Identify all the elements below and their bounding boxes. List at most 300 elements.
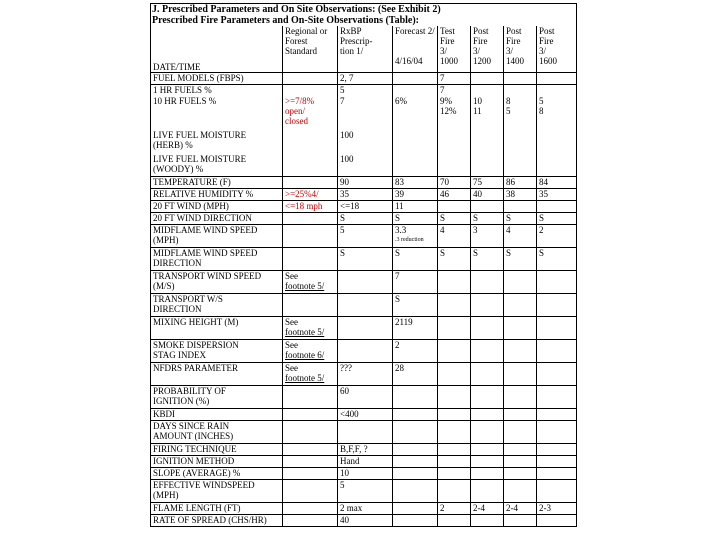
forecast-value bbox=[393, 154, 438, 177]
post-fire-1200-value bbox=[471, 271, 504, 294]
cell-line: ??? bbox=[340, 363, 352, 373]
test-fire-value bbox=[438, 248, 471, 271]
parameter-name bbox=[151, 225, 283, 248]
cell-line: 12% bbox=[440, 106, 457, 116]
table-row bbox=[151, 73, 577, 85]
prescription-value bbox=[338, 363, 393, 386]
cell-line: 3.3 bbox=[395, 225, 407, 235]
post-fire-1400-value bbox=[504, 363, 537, 386]
cell-line: 7 bbox=[340, 96, 345, 106]
regional-standard-value bbox=[283, 409, 338, 421]
prescription-value bbox=[338, 130, 393, 154]
cell-line: MIDFLAME WIND SPEED bbox=[153, 248, 258, 258]
table-row bbox=[151, 130, 577, 154]
post-fire-1200-value bbox=[471, 189, 504, 201]
prescription-value bbox=[338, 456, 393, 468]
parameter-name bbox=[151, 73, 283, 85]
regional-standard-value bbox=[283, 96, 338, 130]
regional-standard-value bbox=[283, 225, 338, 248]
cell-line: >=25%4/ bbox=[285, 189, 319, 199]
parameter-name bbox=[151, 456, 283, 468]
cell-line: 35 bbox=[539, 189, 548, 199]
cell-line: <=18 mph bbox=[285, 201, 323, 211]
post-fire-1400-value bbox=[504, 421, 537, 444]
cell-line: Hand bbox=[340, 456, 360, 466]
cell-line: footnote 5/ bbox=[285, 373, 325, 383]
table-row bbox=[151, 340, 577, 363]
post-fire-1200-value bbox=[471, 96, 504, 130]
post-fire-1200-value bbox=[471, 73, 504, 85]
cell-line: 2 bbox=[440, 503, 445, 513]
test-fire-value bbox=[438, 444, 471, 456]
parameter-name bbox=[151, 85, 283, 97]
cell-line: 10 bbox=[473, 96, 482, 106]
prescription-value bbox=[338, 515, 393, 527]
cell-line: 20 FT WIND DIRECTION bbox=[153, 213, 252, 223]
test-fire-value bbox=[438, 317, 471, 340]
regional-standard-value bbox=[283, 213, 338, 225]
parameter-name bbox=[151, 248, 283, 271]
test-fire-value bbox=[438, 503, 471, 515]
prescription-value bbox=[338, 468, 393, 480]
cell-line: See bbox=[285, 363, 298, 373]
cell-line: EFFECTIVE WINDSPEED bbox=[153, 480, 255, 490]
test-fire-value bbox=[438, 154, 471, 177]
cell-line: FUEL MODELS (FBPS) bbox=[153, 73, 244, 83]
cell-line: TRANSPORT WIND SPEED bbox=[153, 271, 262, 281]
forecast-value bbox=[393, 271, 438, 294]
prescription-value bbox=[338, 154, 393, 177]
post-fire-1400-value bbox=[504, 317, 537, 340]
regional-standard-value bbox=[283, 444, 338, 456]
cell-line: S bbox=[506, 213, 512, 223]
header-rxbp-prescription: RxBP Prescrip- tion 1/ bbox=[338, 26, 393, 73]
regional-standard-value bbox=[283, 363, 338, 386]
cell-line: SMOKE DISPERSION bbox=[153, 340, 239, 350]
table-header-row bbox=[151, 26, 577, 73]
cell-line: 9% bbox=[440, 96, 452, 106]
parameter-name bbox=[151, 444, 283, 456]
section-title: J. Prescribed Parameters and On Site Observations: (See Exhibit 2) bbox=[152, 4, 441, 15]
table-row bbox=[151, 85, 577, 97]
post-fire-1400-value bbox=[504, 480, 537, 503]
post-fire-1600-value bbox=[537, 96, 577, 130]
table-row bbox=[151, 213, 577, 225]
post-fire-1400-value bbox=[504, 85, 537, 97]
forecast-value bbox=[393, 201, 438, 213]
table-row bbox=[151, 456, 577, 468]
cell-line: (M/S) bbox=[153, 281, 175, 291]
parameter-name bbox=[151, 421, 283, 444]
cell-line: >=7/8% bbox=[285, 96, 315, 106]
test-fire-value bbox=[438, 480, 471, 503]
cell-line: 28 bbox=[395, 363, 404, 373]
cell-line: 8 bbox=[506, 96, 511, 106]
header-datetime: DATE/TIME bbox=[151, 26, 283, 73]
post-fire-1200-value bbox=[471, 503, 504, 515]
post-fire-1400-value bbox=[504, 409, 537, 421]
cell-line: AMOUNT (INCHES) bbox=[153, 431, 234, 441]
table-row bbox=[151, 317, 577, 340]
post-fire-1600-value bbox=[537, 409, 577, 421]
prescription-value bbox=[338, 444, 393, 456]
cell-line: 20 FT WIND (MPH) bbox=[153, 201, 229, 211]
regional-standard-value bbox=[283, 130, 338, 154]
cell-line: footnote 6/ bbox=[285, 350, 325, 360]
cell-line: 5 bbox=[340, 225, 345, 235]
post-fire-1400-value bbox=[504, 213, 537, 225]
post-fire-1200-value bbox=[471, 340, 504, 363]
parameter-name bbox=[151, 271, 283, 294]
parameter-name bbox=[151, 294, 283, 317]
parameter-name bbox=[151, 317, 283, 340]
post-fire-1400-value bbox=[504, 515, 537, 527]
post-fire-1200-value bbox=[471, 85, 504, 97]
cell-line: 2 max bbox=[340, 503, 363, 513]
cell-line: <=18 bbox=[340, 201, 360, 211]
cell-line: 90 bbox=[340, 177, 349, 187]
regional-standard-value bbox=[283, 340, 338, 363]
table-row bbox=[151, 386, 577, 409]
forecast-value bbox=[393, 515, 438, 527]
cell-line: 40 bbox=[473, 189, 482, 199]
cell-line: NFDRS PARAMETER bbox=[153, 363, 238, 373]
post-fire-1600-value bbox=[537, 177, 577, 189]
cell-line: 5 bbox=[340, 480, 345, 490]
prescription-value bbox=[338, 201, 393, 213]
cell-line: footnote 5/ bbox=[285, 327, 325, 337]
post-fire-1200-value bbox=[471, 213, 504, 225]
post-fire-1200-value bbox=[471, 480, 504, 503]
parameter-name bbox=[151, 213, 283, 225]
cell-line: MIDFLAME WIND SPEED bbox=[153, 225, 258, 235]
parameter-name bbox=[151, 386, 283, 409]
test-fire-value bbox=[438, 421, 471, 444]
parameter-name bbox=[151, 130, 283, 154]
cell-line: S bbox=[440, 248, 446, 258]
cell-line: 7 bbox=[440, 85, 445, 95]
parameter-name bbox=[151, 503, 283, 515]
prescription-value bbox=[338, 73, 393, 85]
cell-line: S bbox=[440, 213, 446, 223]
forecast-note: .3 reduction bbox=[395, 237, 424, 243]
cell-line: 60 bbox=[340, 386, 349, 396]
cell-line: S bbox=[473, 213, 479, 223]
parameter-name bbox=[151, 177, 283, 189]
test-fire-value bbox=[438, 201, 471, 213]
cell-line: SLOPE (AVERAGE) % bbox=[153, 468, 241, 478]
post-fire-1600-value bbox=[537, 154, 577, 177]
left-rule bbox=[150, 3, 151, 26]
cell-line: IGNITION METHOD bbox=[153, 456, 235, 466]
post-fire-1200-value bbox=[471, 154, 504, 177]
parameter-name bbox=[151, 480, 283, 503]
regional-standard-value bbox=[283, 386, 338, 409]
table-row bbox=[151, 480, 577, 503]
forecast-value bbox=[393, 96, 438, 130]
forecast-value bbox=[393, 294, 438, 317]
cell-line: 46 bbox=[440, 189, 449, 199]
cell-line: (MPH) bbox=[153, 490, 179, 500]
post-fire-1200-value bbox=[471, 421, 504, 444]
forecast-value bbox=[393, 503, 438, 515]
forecast-value bbox=[393, 340, 438, 363]
post-fire-1600-value bbox=[537, 130, 577, 154]
regional-standard-value bbox=[283, 154, 338, 177]
cell-line: 86 bbox=[506, 177, 515, 187]
cell-line: 2-4 bbox=[473, 503, 485, 513]
post-fire-1600-value bbox=[537, 294, 577, 317]
forecast-value bbox=[393, 480, 438, 503]
cell-line: 10 bbox=[340, 468, 349, 478]
parameter-name bbox=[151, 363, 283, 386]
post-fire-1600-value bbox=[537, 503, 577, 515]
cell-line: STAG INDEX bbox=[153, 350, 207, 360]
post-fire-1400-value bbox=[504, 294, 537, 317]
cell-line: S bbox=[506, 248, 512, 258]
cell-line: FLAME LENGTH (FT) bbox=[153, 503, 241, 513]
post-fire-1200-value bbox=[471, 225, 504, 248]
parameter-name bbox=[151, 515, 283, 527]
header-forecast: Forecast 2/ 4/16/04 bbox=[393, 26, 438, 73]
cell-line: 38 bbox=[506, 189, 515, 199]
test-fire-value bbox=[438, 456, 471, 468]
regional-standard-value bbox=[283, 271, 338, 294]
cell-line: S bbox=[539, 248, 545, 258]
table-row bbox=[151, 271, 577, 294]
cell-line: S bbox=[395, 213, 401, 223]
post-fire-1200-value bbox=[471, 201, 504, 213]
cell-line: closed bbox=[285, 116, 308, 126]
post-fire-1200-value bbox=[471, 386, 504, 409]
post-fire-1400-value bbox=[504, 248, 537, 271]
regional-standard-value bbox=[283, 503, 338, 515]
forecast-value bbox=[393, 409, 438, 421]
post-fire-1200-value bbox=[471, 468, 504, 480]
cell-line: KBDI bbox=[153, 409, 175, 419]
forecast-value bbox=[393, 456, 438, 468]
cell-line: IGNITION (%) bbox=[153, 396, 210, 406]
regional-standard-value bbox=[283, 189, 338, 201]
table-row bbox=[151, 409, 577, 421]
cell-line: S bbox=[395, 294, 401, 304]
table-row bbox=[151, 96, 577, 130]
cell-line: DIRECTION bbox=[153, 304, 202, 314]
cell-line: 6% bbox=[395, 96, 407, 106]
post-fire-1400-value bbox=[504, 340, 537, 363]
cell-line: See bbox=[285, 317, 298, 327]
forecast-value bbox=[393, 73, 438, 85]
table-row bbox=[151, 225, 577, 248]
forecast-value bbox=[393, 317, 438, 340]
regional-standard-value bbox=[283, 201, 338, 213]
post-fire-1200-value bbox=[471, 456, 504, 468]
test-fire-value bbox=[438, 271, 471, 294]
table-row bbox=[151, 468, 577, 480]
cell-line: S bbox=[539, 213, 545, 223]
cell-line: 2-3 bbox=[539, 503, 551, 513]
test-fire-value bbox=[438, 189, 471, 201]
post-fire-1600-value bbox=[537, 213, 577, 225]
cell-line: 2 bbox=[395, 340, 400, 350]
forecast-value bbox=[393, 177, 438, 189]
cell-line: 3 bbox=[473, 225, 478, 235]
cell-line: TEMPERATURE (F) bbox=[153, 177, 231, 187]
cell-line: 11 bbox=[473, 106, 482, 116]
cell-line: FIRING TECHNIQUE bbox=[153, 444, 237, 454]
prescription-value bbox=[338, 503, 393, 515]
regional-standard-value bbox=[283, 73, 338, 85]
parameter-name bbox=[151, 468, 283, 480]
cell-line: (MPH) bbox=[153, 235, 179, 245]
forecast-value bbox=[393, 386, 438, 409]
cell-line: B,F,F, ? bbox=[340, 444, 368, 454]
post-fire-1600-value bbox=[537, 271, 577, 294]
post-fire-1200-value bbox=[471, 317, 504, 340]
cell-line: 100 bbox=[340, 130, 354, 140]
post-fire-1400-value bbox=[504, 503, 537, 515]
post-fire-1600-value bbox=[537, 363, 577, 386]
cell-line: (WOODY) % bbox=[153, 164, 204, 174]
cell-line: 84 bbox=[539, 177, 548, 187]
forecast-value bbox=[393, 248, 438, 271]
cell-line: 7 bbox=[395, 271, 400, 281]
cell-line: 5 bbox=[506, 106, 511, 116]
post-fire-1600-value bbox=[537, 73, 577, 85]
parameter-name bbox=[151, 409, 283, 421]
table-row bbox=[151, 154, 577, 177]
prescription-value bbox=[338, 340, 393, 363]
regional-standard-value bbox=[283, 456, 338, 468]
header-regional-standard: Regional or Forest Standard bbox=[283, 26, 338, 73]
table-row bbox=[151, 503, 577, 515]
table-row bbox=[151, 248, 577, 271]
prescription-value bbox=[338, 317, 393, 340]
post-fire-1400-value bbox=[504, 271, 537, 294]
regional-standard-value bbox=[283, 421, 338, 444]
post-fire-1600-value bbox=[537, 85, 577, 97]
forecast-value bbox=[393, 189, 438, 201]
regional-standard-value bbox=[283, 85, 338, 97]
post-fire-1400-value bbox=[504, 73, 537, 85]
forecast-value bbox=[393, 421, 438, 444]
cell-line: See bbox=[285, 271, 298, 281]
table-row bbox=[151, 421, 577, 444]
parameter-name bbox=[151, 340, 283, 363]
cell-line: PROBABILITY OF bbox=[153, 386, 226, 396]
post-fire-1200-value bbox=[471, 444, 504, 456]
test-fire-value bbox=[438, 340, 471, 363]
post-fire-1400-value bbox=[504, 189, 537, 201]
parameter-name bbox=[151, 201, 283, 213]
cell-line: LIVE FUEL MOISTURE bbox=[153, 130, 247, 140]
post-fire-1400-value bbox=[504, 201, 537, 213]
post-fire-1400-value bbox=[504, 386, 537, 409]
forecast-value bbox=[393, 468, 438, 480]
cell-line: 2119 bbox=[395, 317, 413, 327]
regional-standard-value bbox=[283, 248, 338, 271]
table-row bbox=[151, 201, 577, 213]
prescription-value bbox=[338, 225, 393, 248]
right-rule bbox=[576, 3, 577, 26]
prescription-value bbox=[338, 177, 393, 189]
test-fire-value bbox=[438, 213, 471, 225]
forecast-value bbox=[393, 213, 438, 225]
forecast-value bbox=[393, 363, 438, 386]
cell-line: S bbox=[340, 248, 346, 258]
cell-line: 7 bbox=[440, 73, 445, 83]
post-fire-1200-value bbox=[471, 177, 504, 189]
regional-standard-value bbox=[283, 480, 338, 503]
post-fire-1600-value bbox=[537, 340, 577, 363]
test-fire-value bbox=[438, 73, 471, 85]
post-fire-1600-value bbox=[537, 480, 577, 503]
cell-line: 4 bbox=[440, 225, 445, 235]
prescription-value bbox=[338, 96, 393, 130]
table-row bbox=[151, 515, 577, 527]
prescription-value bbox=[338, 409, 393, 421]
test-fire-value bbox=[438, 225, 471, 248]
test-fire-value bbox=[438, 386, 471, 409]
post-fire-1400-value bbox=[504, 225, 537, 248]
cell-line: 70 bbox=[440, 177, 449, 187]
prescription-value bbox=[338, 271, 393, 294]
post-fire-1200-value bbox=[471, 248, 504, 271]
test-fire-value bbox=[438, 294, 471, 317]
cell-line: S bbox=[395, 248, 401, 258]
table-row bbox=[151, 363, 577, 386]
test-fire-value bbox=[438, 363, 471, 386]
test-fire-value bbox=[438, 85, 471, 97]
post-fire-1600-value bbox=[537, 444, 577, 456]
regional-standard-value bbox=[283, 317, 338, 340]
cell-line: S bbox=[473, 248, 479, 258]
cell-line: MIXING HEIGHT (M) bbox=[153, 317, 239, 327]
regional-standard-value bbox=[283, 468, 338, 480]
header-post-fire-1600: Post Fire 3/ 1600 bbox=[537, 26, 577, 73]
cell-line: 8 bbox=[539, 106, 544, 116]
cell-line: TRANSPORT W/S bbox=[153, 294, 223, 304]
post-fire-1200-value bbox=[471, 409, 504, 421]
test-fire-value bbox=[438, 96, 471, 130]
cell-line: 2, 7 bbox=[340, 73, 354, 83]
post-fire-1600-value bbox=[537, 189, 577, 201]
cell-line: footnote 5/ bbox=[285, 281, 325, 291]
forecast-value bbox=[393, 85, 438, 97]
cell-line: RATE OF SPREAD (CHS/HR) bbox=[153, 515, 267, 525]
cell-line: DAYS SINCE RAIN bbox=[153, 421, 230, 431]
cell-line: open/ bbox=[285, 106, 305, 116]
cell-line: 100 bbox=[340, 154, 354, 164]
post-fire-1400-value bbox=[504, 468, 537, 480]
table-row bbox=[151, 177, 577, 189]
forecast-value bbox=[393, 130, 438, 154]
post-fire-1200-value bbox=[471, 294, 504, 317]
cell-line: 1 HR FUELS % bbox=[153, 85, 212, 95]
header-post-fire-1200: Post Fire 3/ 1200 bbox=[471, 26, 504, 73]
prescription-value bbox=[338, 386, 393, 409]
regional-standard-value bbox=[283, 177, 338, 189]
cell-line: 2-4 bbox=[506, 503, 518, 513]
parameter-name bbox=[151, 154, 283, 177]
prescription-value bbox=[338, 213, 393, 225]
test-fire-value bbox=[438, 177, 471, 189]
cell-line: (HERB) % bbox=[153, 140, 193, 150]
table-row bbox=[151, 444, 577, 456]
cell-line: 39 bbox=[395, 189, 404, 199]
post-fire-1600-value bbox=[537, 515, 577, 527]
table-row bbox=[151, 189, 577, 201]
